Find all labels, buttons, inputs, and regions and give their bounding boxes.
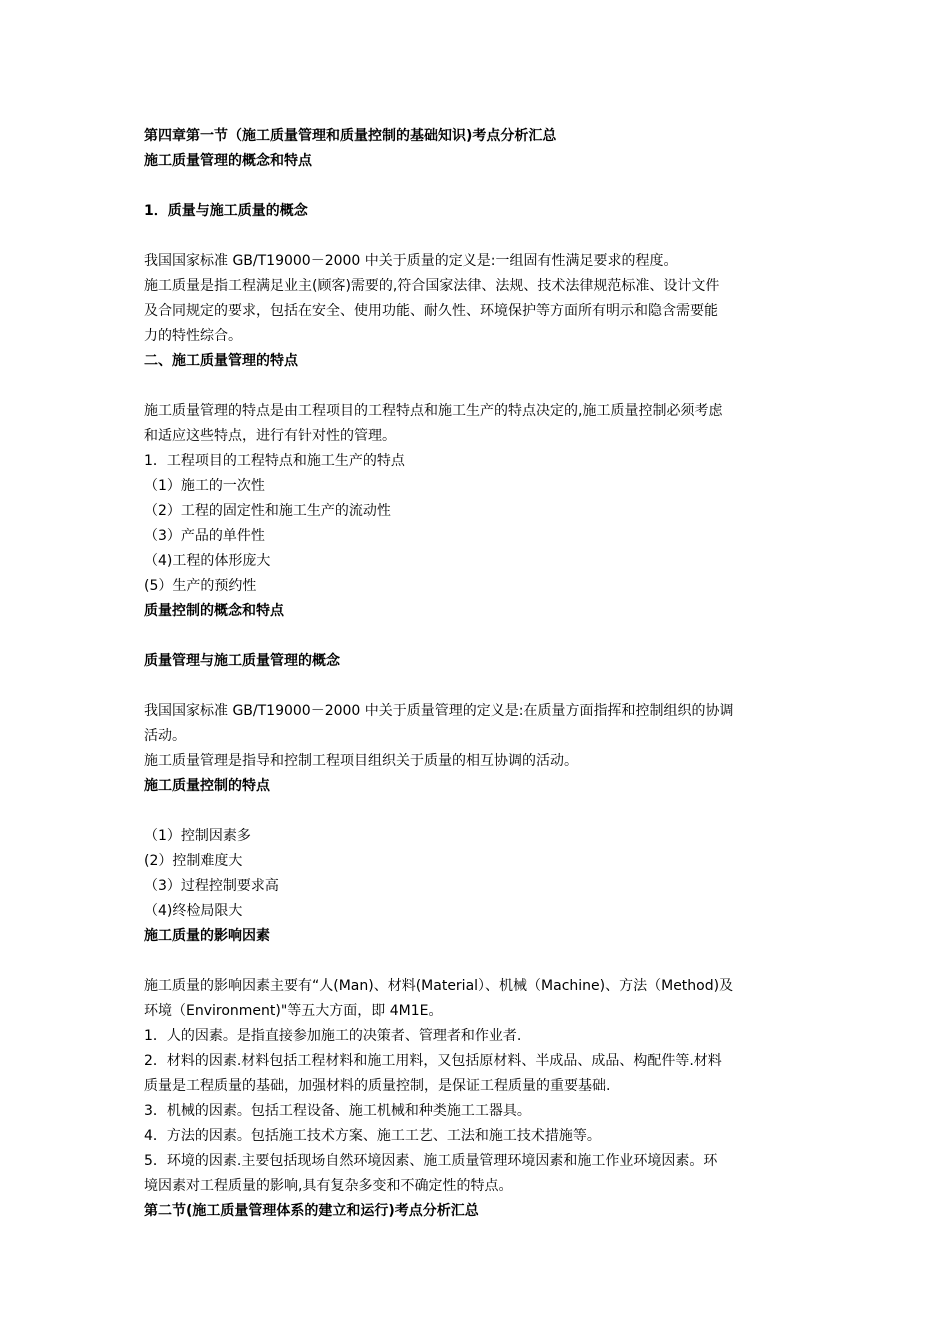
paragraph-line: 5．环境的因素.主要包括现场自然环境因素、施工质量管理环境因素和施工作业环境因素。环 [144,1153,718,1169]
blank-line [144,674,808,699]
paragraph-line: 1．人的因素。是指直接参加施工的决策者、管理者和作业者. [144,1028,522,1044]
paragraph-line: 环境（Environment)"等五大方面，即 4M1E。 [144,1003,443,1019]
paragraph-line: （4)工程的体形庞大 [144,553,271,569]
paragraph-line: （2）工程的固定性和施工生产的流动性 [144,503,391,519]
paragraph-line: 质量是工程质量的基础，加强材料的质量控制，是保证工程质量的重要基础. [144,1078,611,1094]
paragraph-line: （3）过程控制要求高 [144,878,279,894]
paragraph-line: 4．方法的因素。包括施工技术方案、施工工艺、工法和施工技术措施等。 [144,1128,601,1144]
paragraph-line: (2）控制难度大 [144,853,243,869]
paragraph-line: 1．工程项目的工程特点和施工生产的特点 [144,453,405,469]
paragraph-line: （1）控制因素多 [144,828,251,844]
paragraph-line: 力的特性综合。 [144,328,242,344]
paragraph-line: 我国国家标准 GB/T19000－2000 中关于质量的定义是:一组固有性满足要求的程度。 [144,253,678,269]
document-page [144,124,808,1224]
paragraph-line: 2．材料的因素.材料包括工程材料和施工用料，又包括原材料、半成品、成品、构配件等.材料 [144,1053,722,1069]
paragraph-line: 施工质量的影响因素主要有“人(Man)、材料(Material）、机械（Machine)、方法（Method)及 [144,978,734,994]
section-heading: 施工质量控制的特点 [144,778,270,794]
paragraph-line: 和适应这些特点，进行有针对性的管理。 [144,428,396,444]
blank-line [144,949,808,974]
blank-line [144,799,808,824]
blank-line [144,174,808,199]
section-heading: 质量管理与施工质量管理的概念 [144,653,340,669]
paragraph-line: 我国国家标准 GB/T19000－2000 中关于质量管理的定义是:在质量方面指挥和控制组织的协调 [144,703,734,719]
blank-line [144,374,808,399]
paragraph-line: (5）生产的预约性 [144,578,257,594]
paragraph-line: 施工质量是指工程满足业主(顾客)需要的,符合国家法律、法规、技术法律规范标准、设计文件 [144,278,720,294]
paragraph-line: 活动。 [144,728,186,744]
paragraph-line: 3．机械的因素。包括工程设备、施工机械和种类施工工器具。 [144,1103,531,1119]
section-heading: 施工质量管理的概念和特点 [144,153,312,169]
paragraph-line: 及合同规定的要求，包括在安全、使用功能、耐久性、环境保护等方面所有明示和隐含需要能 [144,303,718,319]
paragraph-line: （1）施工的一次性 [144,478,265,494]
section-heading: 第四章第一节（施工质量管理和质量控制的基础知识)考点分析汇总 [144,128,557,144]
paragraph-line: 施工质量管理的特点是由工程项目的工程特点和施工生产的特点决定的,施工质量控制必须考虑 [144,403,723,419]
paragraph-line: （4)终检局限大 [144,903,243,919]
section-heading: 第二节(施工质量管理体系的建立和运行)考点分析汇总 [144,1203,479,1219]
blank-line [144,224,808,249]
section-heading: 1．质量与施工质量的概念 [144,203,308,219]
paragraph-line: （3）产品的单件性 [144,528,265,544]
paragraph-line: 境因素对工程质量的影响,具有复杂多变和不确定性的特点。 [144,1178,513,1194]
blank-line [144,624,808,649]
section-heading: 二、施工质量管理的特点 [144,353,298,369]
section-heading: 施工质量的影响因素 [144,928,270,944]
section-heading: 质量控制的概念和特点 [144,603,284,619]
paragraph-line: 施工质量管理是指导和控制工程项目组织关于质量的相互协调的活动。 [144,753,578,769]
